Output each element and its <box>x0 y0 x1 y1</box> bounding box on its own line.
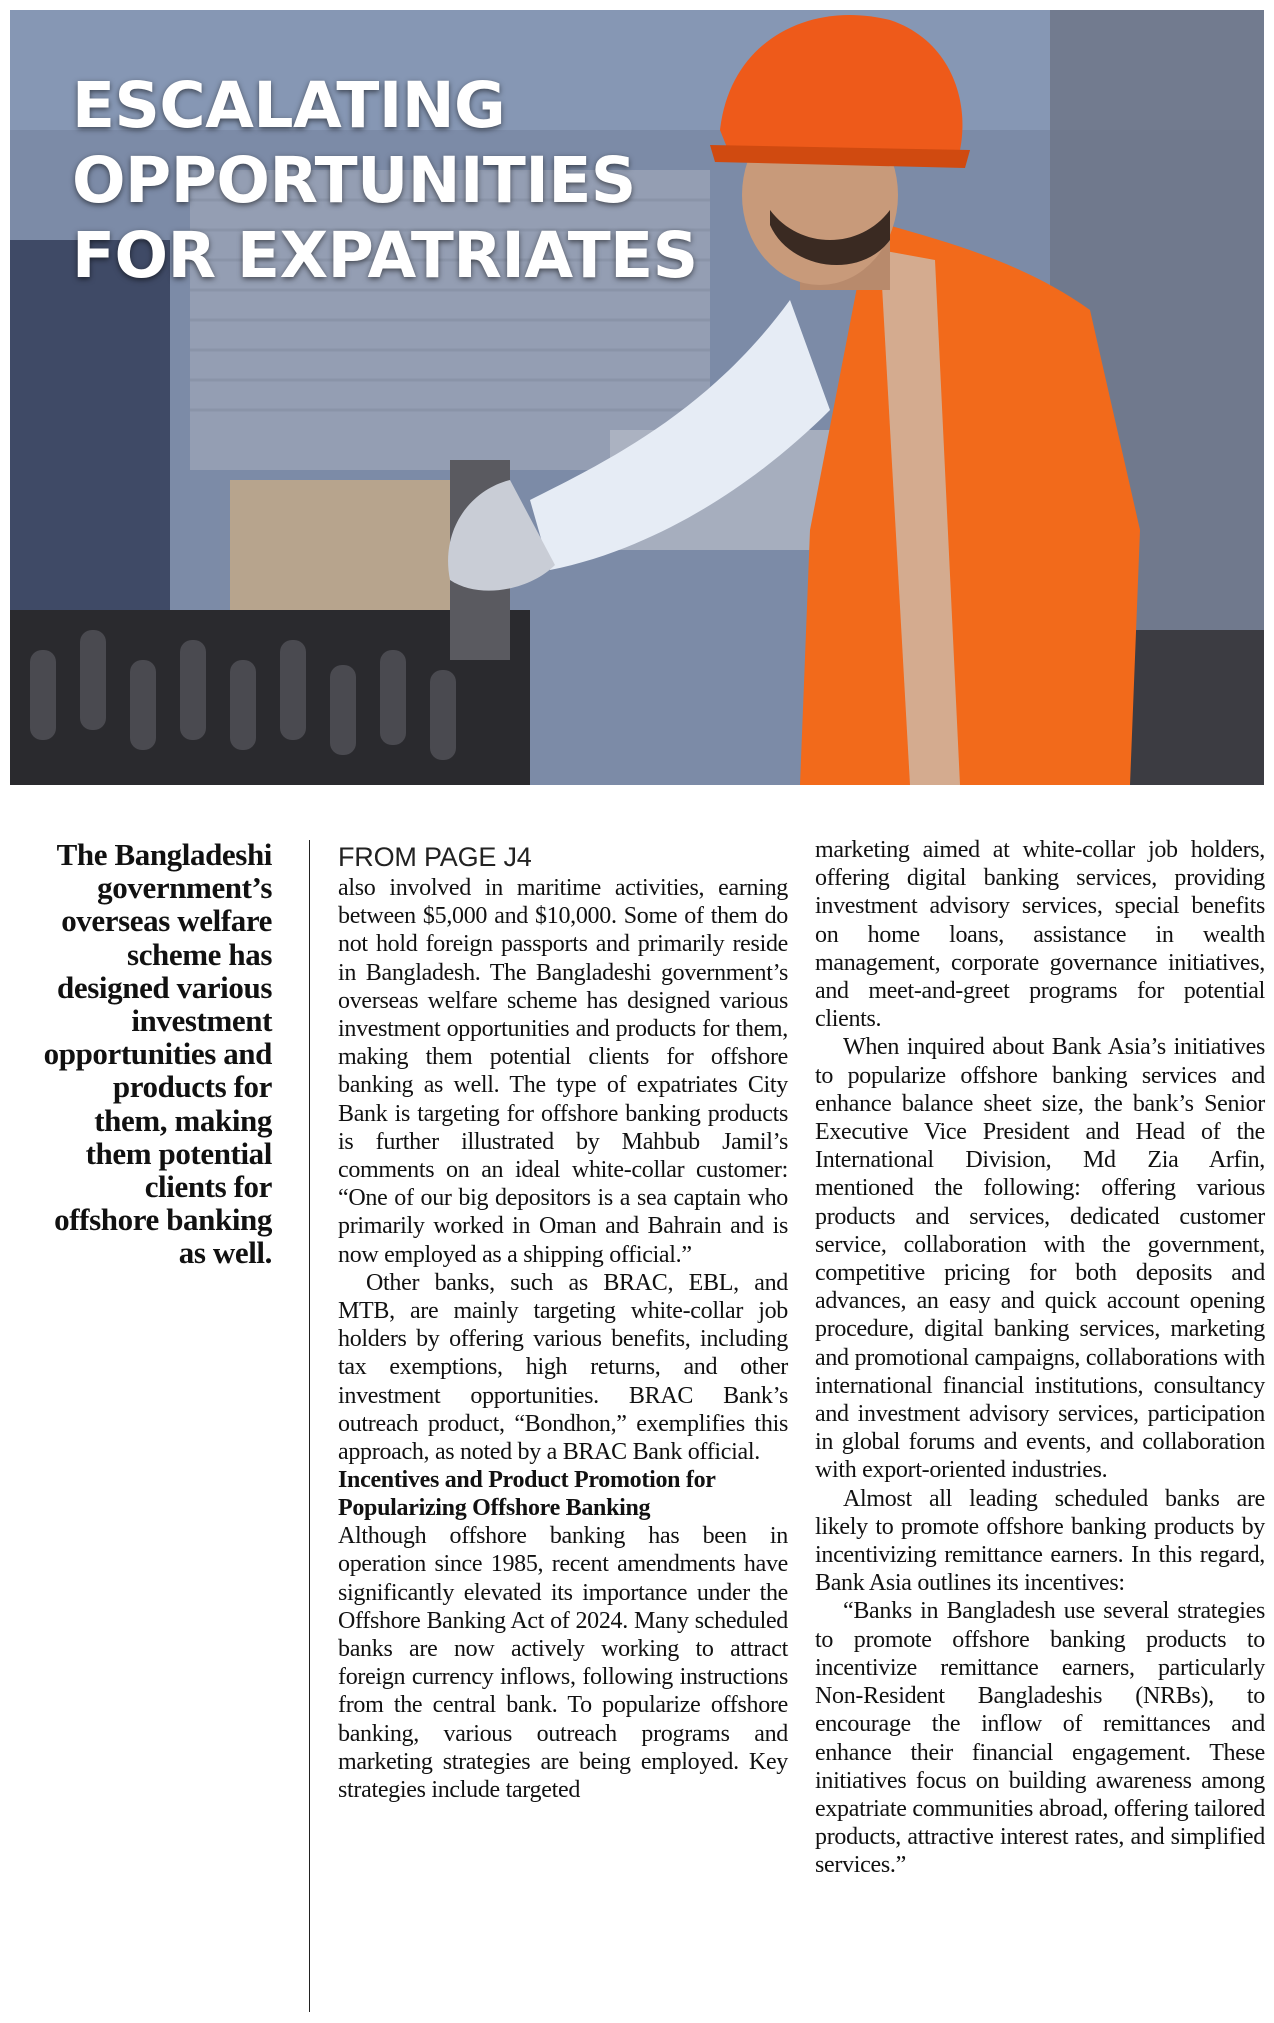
continued-from-label: FROM PAGE J4 <box>338 842 532 872</box>
article-column-2 <box>815 836 1265 1880</box>
headline-line-2: OPPORTUNITIES <box>72 144 636 217</box>
paragraph: also involved in maritime activities, earning between $5,000 and $10,000. Some of them do not hold foreign passports and primarily reside in Bangladesh. The Bangladeshi government’s overseas welfare scheme has designed various investment opportunities and products for them, making them potential clients for offshore banking as well. The type of expatriates City Bank is targeting for offshore banking products is further illustrated by Mahbub Jamil’s comments on an ideal white-collar customer: “One of our big depositors is a sea captain who primarily worked in Oman and Bahrain and is now employed as a shipping official.” <box>338 875 788 1268</box>
hanging-jacket <box>10 240 170 670</box>
headline-line-1: ESCALATING <box>72 69 506 142</box>
hero-image <box>10 10 1264 785</box>
paragraph: Other banks, such as BRAC, EBL, and MTB, are mainly targeting white-collar job holders by offering various benefits, including tax exemptions, high returns, and other investment opportunities. BRAC Bank’s outreach product, “Bondhon,” exemplifies this approach, as noted by a BRAC Bank official. <box>338 1269 788 1466</box>
paragraph: marketing aimed at white-collar job holders, offering digital banking services, providing investment advisory services, special benefits on home loans, assistance in wealth management, corporate governance initiatives, and meet-and-greet programs for potential clients. <box>815 837 1265 1033</box>
paragraph: Almost all leading scheduled banks are likely to promote offshore banking products by incentivizing remittance earners. In this regard, Bank Asia outlines its incentives: <box>815 1485 1265 1597</box>
section-subheading: Incentives and Product Promotion for Popularizing Offshore Banking <box>338 1467 716 1522</box>
article-column-1 <box>338 840 788 1804</box>
quoted-paragraph: “Banks in Bangladesh use several strategies to promote offshore banking products to incentivize remittance earners, particularly Non-Resident Bangladeshis (NRBs), to encourage the inflow of remittances and enhance their financial engagement. These initiatives focus on building awareness among expatriate communities abroad, offering tailored products, attractive interest rates, and simplified services.” <box>815 1598 1265 1879</box>
column-divider <box>309 840 310 2012</box>
headline-line-3: FOR EXPATRIATES <box>72 219 698 292</box>
pull-quote: The Bangladeshi government’s overseas welfare scheme has designed various investment opportunities and products for them, making them potential clients for offshore banking as well. <box>43 837 272 1271</box>
paragraph: Although offshore banking has been in operation since 1985, recent amendments have significantly elevated its importance under the Offshore Banking Act of 2024. Many scheduled banks are now actively working to attract foreign currency inflows, following instructions from the central bank. To popularize offshore banking, various outreach programs and marketing strategies are being employed. Key strategies include targeted <box>338 1523 788 1804</box>
headline <box>72 68 772 293</box>
paragraph: When inquired about Bank Asia’s initiatives to popularize offshore banking services and enhance balance sheet size, the bank’s Senior Executive Vice President and Head of the International Division, Md Zia Arfin, mentioned the following: offering various products and services, dedicated customer service, collaboration with the government, competitive pricing for both deposits and advances, an easy and quick account opening procedure, digital banking services, marketing and promotional campaigns, collaborations with international financial institutions, consultancy and investment advisory services, participation in global forums and events, and collaboration with export-oriented industries. <box>815 1034 1265 1484</box>
